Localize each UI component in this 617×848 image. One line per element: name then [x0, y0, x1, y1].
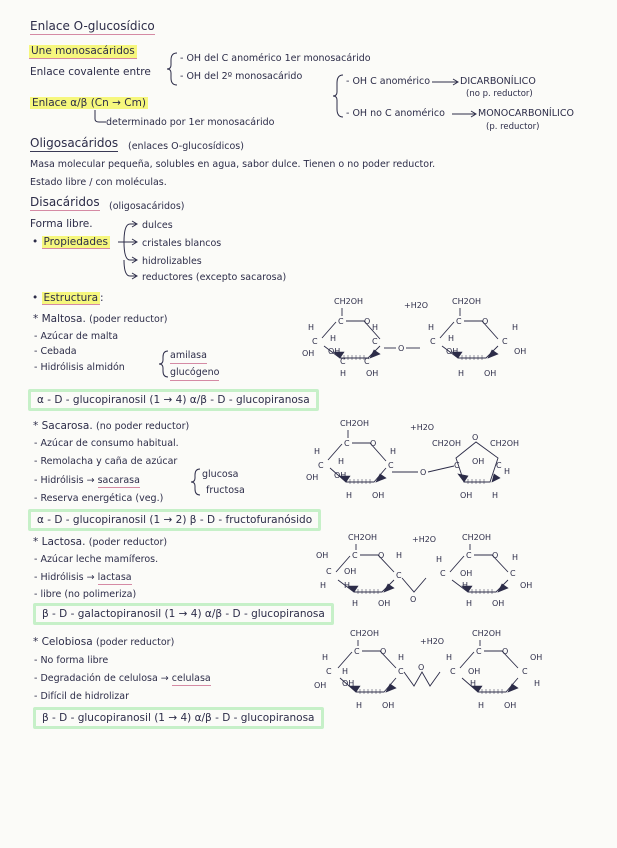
svg-text:OH: OH	[366, 369, 379, 378]
svg-text:H: H	[534, 679, 541, 688]
svg-text:H: H	[338, 457, 345, 466]
svg-text:CH2OH: CH2OH	[490, 439, 520, 448]
svg-text:H: H	[390, 447, 397, 456]
svg-text:H: H	[308, 323, 315, 332]
dicarbonilico-label: DICARBONÍLICO	[460, 76, 536, 87]
svg-text:OH: OH	[530, 653, 543, 662]
no-reductor-note: (no p. reductor)	[466, 89, 533, 99]
svg-text:+H2O: +H2O	[404, 301, 429, 310]
celobiosa-item: - Degradación de celulosa → celulasa	[34, 673, 211, 684]
maltosa-formula: α - D - glucopiranosil (1 → 4) α/β - D - glucopiranosa	[28, 389, 319, 411]
fructosa-label: fructosa	[206, 485, 245, 496]
lactosa-formula: β - D - galactopiranosil (1 → 4) α/β - D - glucopiranosa	[33, 603, 334, 625]
sub-opcion-no-anomerico: - OH no C anomérico	[346, 108, 445, 119]
svg-text:OH: OH	[378, 599, 391, 608]
svg-text:OH: OH	[314, 681, 327, 690]
brace-1	[166, 52, 180, 86]
svg-text:C: C	[450, 667, 456, 676]
svg-text:H: H	[398, 653, 405, 662]
glucosa-label: glucosa	[202, 469, 239, 480]
sacarosa-item: - Reserva energética (veg.)	[34, 493, 164, 504]
svg-text:OH: OH	[492, 599, 505, 608]
svg-text:OH: OH	[316, 551, 329, 560]
svg-text:OH: OH	[504, 701, 517, 710]
svg-text:+H2O: +H2O	[412, 535, 437, 544]
celobiosa-item: - No forma libre	[34, 655, 109, 666]
svg-text:O: O	[398, 344, 405, 353]
svg-text:C: C	[456, 317, 462, 326]
svg-text:H: H	[340, 369, 347, 378]
svg-text:C: C	[326, 567, 332, 576]
svg-text:H: H	[512, 323, 519, 332]
svg-text:C: C	[476, 647, 482, 656]
svg-text:OH: OH	[302, 349, 315, 358]
sacarosa-heading: * Sacarosa. (no poder reductor)	[33, 420, 190, 432]
svg-text:OH: OH	[514, 347, 527, 356]
svg-text:OH: OH	[446, 347, 459, 356]
estructura-label: • Estructura :	[32, 292, 104, 304]
celobiosa-heading: * Celobiosa (poder reductor)	[33, 636, 175, 648]
svg-text:H: H	[330, 334, 337, 343]
svg-text:C: C	[326, 667, 332, 676]
svg-text:H: H	[396, 551, 403, 560]
svg-text:C: C	[352, 551, 358, 560]
svg-text:C: C	[440, 569, 446, 578]
svg-text:O: O	[410, 595, 417, 604]
svg-text:OH: OH	[460, 491, 473, 500]
svg-text:OH: OH	[472, 457, 485, 466]
oligosacaridos-subtitle: (enlaces O-glucosídicos)	[128, 141, 244, 152]
svg-text:C: C	[388, 461, 394, 470]
sacarosa-item: - Hidrólisis → sacarasa	[34, 475, 140, 486]
forma-libre: Forma libre.	[30, 218, 93, 230]
propiedades-label: • Propiedades	[32, 236, 108, 248]
svg-text:H: H	[492, 491, 499, 500]
svg-text:CH2OH: CH2OH	[334, 297, 364, 306]
svg-text:H: H	[470, 679, 477, 688]
propiedad-2: cristales blancos	[142, 238, 222, 249]
svg-text:O: O	[380, 647, 387, 656]
svg-text:C: C	[344, 439, 350, 448]
enlace-alpha-beta: Enlace α/β (Cn → Cm)	[32, 97, 146, 109]
hook-arrow-icon	[93, 110, 107, 124]
svg-text:CH2OH: CH2OH	[340, 419, 370, 428]
svg-text:C: C	[522, 667, 528, 676]
svg-text:H: H	[448, 334, 455, 343]
brace-2	[332, 74, 346, 118]
oligosacaridos-title: Oligosacáridos	[30, 136, 119, 150]
svg-text:H: H	[346, 491, 353, 500]
disacaridos-subtitle: (oligosacáridos)	[109, 201, 185, 212]
svg-text:H: H	[342, 667, 349, 676]
propiedad-3: hidrolizables	[142, 256, 202, 267]
enlace-opcion-1: - OH del C anomérico 1er monosacárido	[180, 53, 371, 64]
sub-opcion-anomerico: - OH C anomérico	[346, 76, 431, 87]
enlace-covalente-label: Enlace covalente entre	[30, 66, 151, 78]
svg-text:H: H	[504, 467, 511, 476]
svg-text:C: C	[354, 647, 360, 656]
svg-text:H: H	[428, 323, 435, 332]
svg-text:CH2OH: CH2OH	[432, 439, 462, 448]
svg-text:OH: OH	[520, 581, 533, 590]
svg-text:H: H	[320, 581, 327, 590]
svg-text:CH2OH: CH2OH	[462, 533, 492, 542]
brace-icon	[158, 350, 170, 378]
svg-text:+H2O: +H2O	[420, 637, 445, 646]
svg-text:OH: OH	[484, 369, 497, 378]
svg-text:H: H	[356, 701, 363, 710]
svg-text:OH: OH	[372, 491, 385, 500]
une-monosacaridos-label: Une monosacáridos	[31, 45, 135, 57]
celobiosa-formula: β - D - glucopiranosil (1 → 4) α/β - D - glucopiranosa	[33, 707, 324, 729]
svg-text:O: O	[492, 551, 499, 560]
svg-text:H: H	[436, 555, 443, 564]
svg-text:OH: OH	[344, 567, 357, 576]
maltosa-item: - Azúcar de malta	[34, 331, 119, 342]
svg-text:H: H	[512, 553, 519, 562]
oligosacaridos-line2: Estado libre / con moléculas.	[30, 177, 167, 188]
svg-text:C: C	[340, 357, 346, 366]
svg-text:H: H	[478, 701, 485, 710]
enlace-opcion-2: - OH del 2º monosacárido	[180, 71, 303, 82]
svg-text:CH2OH: CH2OH	[472, 629, 502, 638]
svg-text:OH: OH	[328, 347, 341, 356]
svg-text:H: H	[344, 581, 351, 590]
maltosa-structure	[300, 294, 540, 386]
svg-text:+H2O: +H2O	[410, 423, 435, 432]
svg-text:H: H	[462, 581, 469, 590]
maltosa-item: - Cebada	[34, 346, 77, 357]
svg-text:O: O	[364, 317, 371, 326]
lactosa-structure	[312, 530, 552, 610]
lactosa-item: - Hidrólisis → lactasa	[34, 572, 132, 583]
svg-text:OH: OH	[382, 701, 395, 710]
maltosa-item: - Hidrólisis almidón	[34, 362, 125, 373]
svg-text:OH: OH	[334, 471, 347, 480]
svg-text:OH: OH	[306, 473, 319, 482]
svg-text:C: C	[396, 571, 402, 580]
lactosa-item: - libre (no polimeriza)	[34, 589, 137, 600]
svg-text:OH: OH	[460, 569, 473, 578]
svg-text:H: H	[466, 599, 473, 608]
svg-text:C: C	[372, 337, 378, 346]
arrow-icon	[432, 78, 460, 86]
svg-text:OH: OH	[342, 679, 355, 688]
determinado-note: determinado por 1er monosacárido	[106, 117, 275, 128]
svg-text:O: O	[502, 647, 509, 656]
svg-text:C: C	[502, 337, 508, 346]
svg-text:O: O	[482, 317, 489, 326]
sacarosa-item: - Remolacha y caña de azúcar	[34, 456, 178, 467]
svg-text:C: C	[318, 461, 324, 470]
svg-text:H: H	[352, 599, 359, 608]
lactosa-heading: * Lactosa. (poder reductor)	[33, 536, 168, 548]
svg-text:O: O	[418, 663, 425, 672]
celobiosa-structure	[312, 626, 552, 712]
maltosa-heading: * Maltosa. (poder reductor)	[33, 313, 168, 325]
svg-text:O: O	[370, 439, 377, 448]
lactosa-item: - Azúcar leche mamíferos.	[34, 554, 159, 565]
svg-text:C: C	[364, 357, 370, 366]
sacarosa-formula: α - D - glucopiranosil (1 → 2) β - D - fructofuranósido	[28, 509, 321, 531]
svg-text:C: C	[454, 461, 460, 470]
svg-text:H: H	[322, 653, 329, 662]
svg-text:OH: OH	[468, 667, 481, 676]
reductor-note: (p. reductor)	[486, 122, 540, 132]
propiedad-1: dulces	[142, 220, 173, 231]
disacaridos-title: Disacáridos	[30, 195, 100, 209]
svg-text:C: C	[510, 569, 516, 578]
svg-text:CH2OH: CH2OH	[452, 297, 482, 306]
celobiosa-item: - Difícil de hidrolizar	[34, 691, 129, 702]
svg-text:C: C	[338, 317, 344, 326]
oligosacaridos-line1: Masa molecular pequeña, solubles en agua, sabor dulce. Tienen o no poder reductor.	[30, 159, 436, 170]
svg-text:H: H	[458, 369, 465, 378]
svg-text:C: C	[398, 667, 404, 676]
arrow-icon	[452, 110, 478, 118]
glucogeno-label: glucógeno	[170, 366, 219, 381]
sacarosa-structure	[304, 416, 544, 508]
svg-text:O: O	[472, 433, 479, 442]
svg-text:CH2OH: CH2OH	[348, 533, 378, 542]
monocarbonilico-label: MONOCARBONÍLICO	[478, 108, 574, 119]
svg-text:H: H	[314, 447, 321, 456]
amilasa-label: amilasa	[170, 349, 207, 364]
page-title: Enlace O-glucosídico	[30, 19, 155, 33]
brace-icon	[190, 468, 202, 496]
svg-text:O: O	[378, 551, 385, 560]
svg-text:C: C	[496, 461, 502, 470]
svg-text:O: O	[420, 468, 427, 477]
svg-text:C: C	[466, 551, 472, 560]
svg-text:C: C	[430, 337, 436, 346]
sacarosa-item: - Azúcar de consumo habitual.	[34, 438, 179, 449]
svg-text:H: H	[446, 653, 453, 662]
propiedad-4: reductores (excepto sacarosa)	[142, 272, 287, 283]
svg-text:C: C	[312, 337, 318, 346]
svg-text:CH2OH: CH2OH	[350, 629, 380, 638]
svg-text:H: H	[372, 323, 379, 332]
